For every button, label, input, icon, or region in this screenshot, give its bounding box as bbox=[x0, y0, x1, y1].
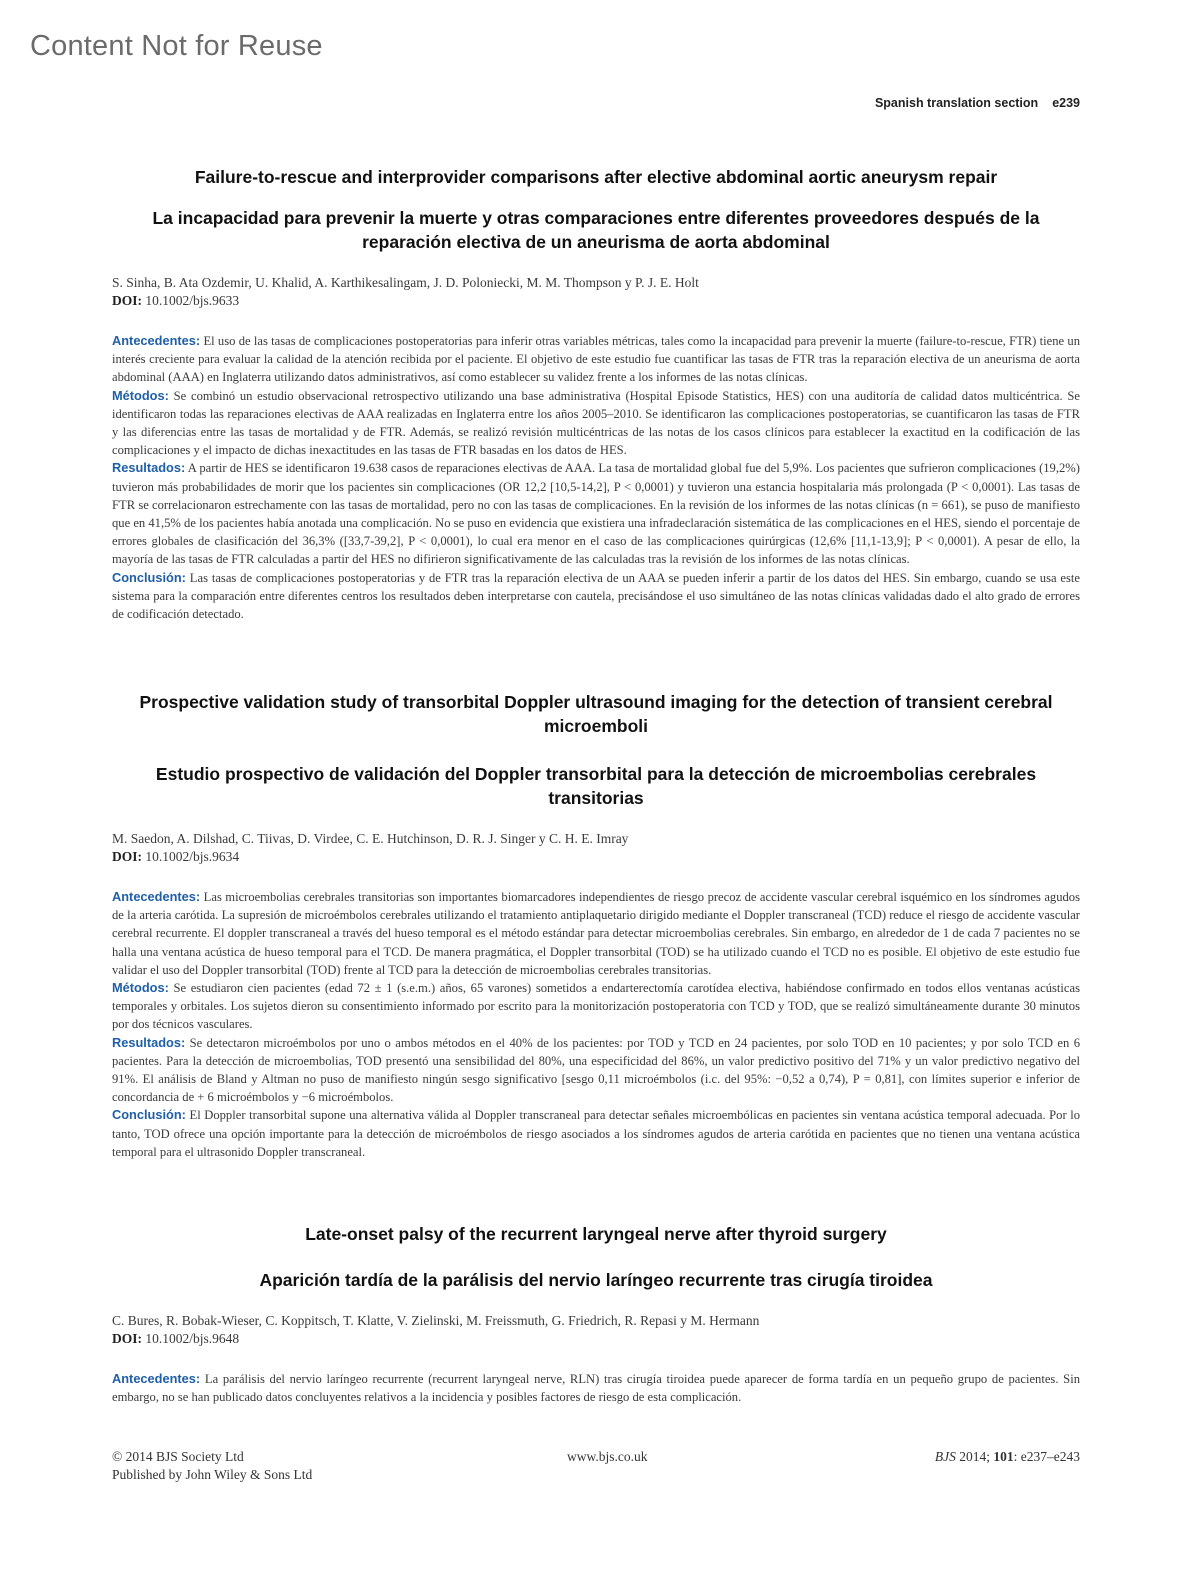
abstract-section bbox=[112, 459, 1080, 568]
journal-year: 2014; bbox=[959, 1449, 990, 1464]
abstract bbox=[112, 332, 1080, 623]
article-title-es: Estudio prospectivo de validación del Doppler transorbital para la detección de microembolias cerebrales transitorias bbox=[155, 764, 1037, 808]
section-text: El Doppler transorbital supone una alternativa válida al Doppler transcraneal para detectar señales microembólicas en pacientes sin ventana acústica temporal adecuada. Por lo tanto, TOD ofrece una opción importante para la detección de microémbolos de riesgo asociados a los síndromes agudos de arteria carótida en pacientes que no tienen una ventana acústica temporal para el ultrasonido Doppler transcraneal. bbox=[112, 1108, 1080, 1159]
doi-link[interactable]: 10.1002/bjs.9634 bbox=[145, 849, 240, 864]
section-text: Las microembolias cerebrales transitorias son importantes biomarcadores independientes de riesgo precoz de accidente vascular cerebral isquémico en los síndromes agudos de la arteria carótida. La supresión de microémbolos cerebrales utilizando el tratamiento antiplaquetario dirigido mediante el Doppler transcraneal (TCD) reduce el riesgo de accidente vascular cerebral recurrente. El doppler transcraneal a través del hueso temporal es el método estándar para detectar microembolias cerebrales. Sin embargo, en alrededor de 1 de cada 7 pacientes no se halla una ventana acústica de hueso temporal para el TCD. De manera pragmática, el Doppler transorbital (TOD) se ha utilizado cuando el TCD no es posible. El objetivo de este estudio fue validar el uso del Doppler transorbital (TOD) frente al TCD para la detección de microembolias cerebrales transitorias. bbox=[112, 890, 1080, 977]
doi-link[interactable]: 10.1002/bjs.9648 bbox=[145, 1331, 240, 1346]
authors: S. Sinha, B. Ata Ozdemir, U. Khalid, A. Karthikesalingam, J. D. Poloniecki, M. M. Thompson y P. J. E. Holt bbox=[112, 275, 699, 290]
section-text: La parálisis del nervio laríngeo recurrente (recurrent laryngeal nerve, RLN) tras cirugía tiroidea puede aparecer de forma tardía en un pequeño grupo de pacientes. Sin embargo, no se han publicado datos concluyentes relativos a la incidencia y posibles factores de riesgo de esta complicación. bbox=[112, 1372, 1080, 1405]
section-heading: Métodos: bbox=[112, 980, 169, 996]
website-link[interactable]: www.bjs.co.uk bbox=[567, 1449, 648, 1464]
article-title-es: La incapacidad para prevenir la muerte y otras comparaciones entre diferentes proveedores después de la reparación electiva de un aneurisma de aorta abdominal bbox=[152, 208, 1040, 252]
doi-label: DOI: bbox=[112, 293, 142, 308]
doi-line bbox=[112, 292, 1080, 310]
authors: C. Bures, R. Bobak-Wieser, C. Koppitsch, T. Klatte, V. Zielinski, M. Freissmuth, G. Friedrich, R. Repasi y M. Hermann bbox=[112, 1313, 760, 1328]
abstract-section bbox=[112, 387, 1080, 460]
section-heading: Métodos: bbox=[112, 387, 169, 403]
doi-line bbox=[112, 1330, 1080, 1348]
article-title-en: Prospective validation study of transorbital Doppler ultrasound imaging for the detection of transient cerebral microemboli bbox=[139, 692, 1053, 736]
section-heading: Resultados: bbox=[112, 460, 186, 476]
article-title-en: Late-onset palsy of the recurrent laryngeal nerve after thyroid surgery bbox=[305, 1224, 887, 1244]
article-3 bbox=[112, 1222, 1080, 1406]
running-head bbox=[875, 96, 1080, 110]
abstract-section bbox=[112, 979, 1080, 1034]
footer-copyright-block bbox=[112, 1448, 312, 1484]
abstract-section bbox=[112, 569, 1080, 624]
copyright: © 2014 BJS Society Ltd bbox=[112, 1449, 244, 1464]
doi-label: DOI: bbox=[112, 849, 142, 864]
abstract-section bbox=[112, 332, 1080, 387]
section-heading: Resultados: bbox=[112, 1034, 186, 1050]
article-1 bbox=[112, 165, 1080, 623]
section-name: Spanish translation section bbox=[874, 96, 1039, 110]
section-text: Se combinó un estudio observacional retrospectivo utilizando una base administrativa (Hospital Episode Statistics, HES) con una auditoría de calidad datos multicéntrica. Se identificaron todas las reparaciones electivas de AAA realizadas en Inglaterra entre los años 2005–2010. Se identificaron las complicaciones postoperatorias, se cuantificaron las tasas de FTR y las diferencias entre las tasas de mortalidad y de FTR. Además, se realizó revisión multicéntricas de las notas de los casos clínicos para establecer la exactitud en la codificación de las complicaciones y el impacto de dichas inexactitudes en las tasas de FTR basadas en los datos de HES. bbox=[112, 388, 1080, 458]
section-heading: Conclusión: bbox=[112, 1107, 186, 1123]
journal-pages: : e237–e243 bbox=[1013, 1449, 1080, 1464]
journal-volume: 101 bbox=[993, 1449, 1014, 1464]
abstract bbox=[112, 1370, 1080, 1406]
section-text: El uso de las tasas de complicaciones postoperatorias para inferir otras variables métricas, tales como la incapacidad para prevenir la muerte (failure-to-rescue, FTR) tiene un interés creciente para evaluar la calidad de la atención recibida por el paciente. El objetivo de este estudio fue cuantificar las tasas de FTR tras la reparación electiva de un aneurisma de aorta abdominal (AAA) en Inglaterra utilizando datos administrativos, así como establecer su validez frente a los informes de las notas clínicas. bbox=[112, 334, 1080, 385]
publisher: Published by John Wiley & Sons Ltd bbox=[112, 1467, 313, 1482]
abstract-section bbox=[112, 888, 1080, 979]
article-title-es: Aparición tardía de la parálisis del nervio laríngeo recurrente tras cirugía tiroidea bbox=[259, 1270, 933, 1290]
abstract bbox=[112, 888, 1080, 1161]
section-heading: Conclusión: bbox=[112, 569, 186, 585]
citation bbox=[935, 1448, 1080, 1466]
article-title-en: Failure-to-rescue and interprovider comparisons after elective abdominal aortic aneurysm repair bbox=[194, 167, 998, 187]
section-heading: Antecedentes: bbox=[112, 333, 201, 348]
section-text: Se estudiaron cien pacientes (edad 72 ± 1 (s.e.m.) años, 65 varones) sometidos a endarterectomía carotídea electiva, habiéndose confirmado en todos ellos ventanas acústicas temporales y orbitales. Los sujetos dieron su consentimiento informado por escrito para la monitorización postoperatoria con TCD y TOD, que se realizó simultáneamente durante 30 minutos por dos técnicos vasculares. bbox=[112, 981, 1080, 1032]
doi-link[interactable]: 10.1002/bjs.9633 bbox=[145, 293, 240, 308]
section-text: A partir de HES se identificaron 19.638 casos de reparaciones electivas de AAA. La tasa de mortalidad global fue del 5,9%. Los pacientes que sufrieron complicaciones (19,2%) tuvieron más probabilidades de morir que los pacientes sin complicaciones (OR 12,2 [10,5-14,2], P < 0,0001) y tuvieron una estancia hospitalaria más prolongada (P < 0,0001). Las tasas de FTR se correlacionaron estrechamente con las tasas de mortalidad, pero no con las tasas de complicaciones. En la revisión de los informes de las notas clínicas (n = 661), se puso de manifiesto que en 41,5% de los pacientes había anotada una complicación. No se puso en evidencia que existiera una infradeclaración sistemática de las complicaciones en el HES, siendo el porcentaje de errores globales de clasificación del 36,3% ([33,7-39,2], P < 0,0001), lo cual era menor en el caso de las complicaciones quirúrgicas (12,6% [11,1-13,9]; P < 0,0001). A pesar de ello, la mayoría de las tasas de FTR calculadas a partir del HES no difirieron significativamente de las calculadas tras la revisión de los informes de las notas clínicas. bbox=[112, 461, 1080, 567]
journal-name: BJS bbox=[934, 1449, 956, 1464]
page-number: e239 bbox=[1052, 96, 1080, 110]
section-heading: Antecedentes: bbox=[112, 889, 201, 904]
section-text: Las tasas de complicaciones postoperatorias y de FTR tras la reparación electiva de un AAA se pueden inferir a partir de los datos del HES. Sin embargo, cuando se usa este sistema para la comparación entre diferentes centros los resultados deben interpretarse con cautela, precisándose el uso simultáneo de las notas clínicas validadas dado el alto grado de errores de codificación detectado. bbox=[112, 570, 1081, 622]
section-text: Se detectaron microémbolos por uno o ambos métodos en el 40% de los pacientes: por TOD y TCD en 24 pacientes, por solo TOD en 10 pacientes; y por solo TCD en 6 pacientes. Para la detección de microembolias, TOD presentó una sensibilidad del 80%, una especificidad del 86%, un valor predictivo positivo del 71% y un valor predictivo negativo del 91%. El análisis de Bland y Altman no puso de manifiesto ningún sesgo significativo [sesgo 0,11 microémbolos (i.c. del 95%: −0,52 a 0,74), P = 0,81], con límites superior e inferior de concordancia de + 6 microémbolos y −6 microémbolos. bbox=[112, 1035, 1080, 1105]
article-2 bbox=[112, 690, 1080, 1161]
authors: M. Saedon, A. Dilshad, C. Tiivas, D. Virdee, C. E. Hutchinson, D. R. J. Singer y C. H. E. Imray bbox=[112, 831, 629, 846]
abstract-section bbox=[112, 1370, 1080, 1406]
section-heading: Antecedentes: bbox=[112, 1371, 201, 1386]
doi-line bbox=[112, 848, 1080, 866]
watermark: Content Not for Reuse bbox=[30, 30, 323, 62]
abstract-section bbox=[112, 1106, 1080, 1161]
abstract-section bbox=[112, 1034, 1080, 1107]
doi-label: DOI: bbox=[112, 1331, 142, 1346]
